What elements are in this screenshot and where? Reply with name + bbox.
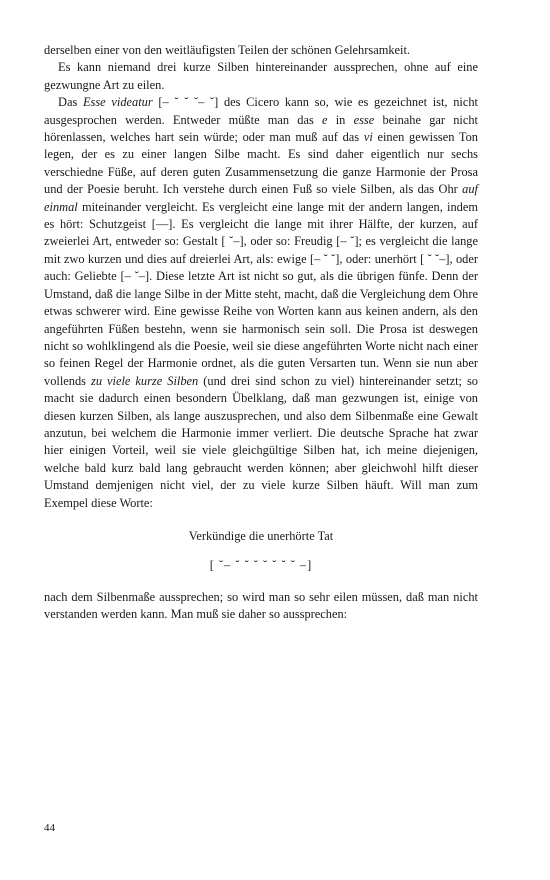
paragraph-continued: derselben einer von den weitläufigsten Teilen der schönen Gelehrsamkeit. [44,43,411,57]
italic-auf-einmal: auf einmal [44,182,478,214]
italic-esse: esse [353,112,375,127]
text-run: [– ˘ ˘ ˘– ˘] des Cicero kann so, wie es gezeichnet ist, nicht ausgesprochen werden. Entweder müßte man das [44,95,478,127]
text-run: in [327,112,354,127]
verse-example: Verkündige die unerhörte Tat [188,528,334,543]
text-run: beinahe gar nicht hörenlassen, welches hart sein würde; oder man muß auf das [44,112,478,145]
italic-esse-videatur: Esse videatur [82,95,153,110]
text-run: miteinander vergleicht. Es vergleicht eine lange mit der andern langen, indem es hört: Schutzgeist [––]. Es vergleicht die lange mit ihrer Hälfte, der kurzen, auf zweierlei Art, entweder so: Gestalt [ ˘–], oder so: Freudig [– ˘]; es vergleicht die lange mit zwo kurzen und dies auf dreierlei Art, als: ewige [– ˘ ˘], oder: unerhört [ ˘ ˘–], oder auch: Geliebte [– ˘–]. Diese letzte Art ist nicht so gut, als die übrigen fünfe. Denn der Umstand, daß die lange Silbe in der Mitte steht, macht, daß die Vergleichung dem Ohre etwas schwerer wird. Eine gewisse Reihe von Worten kann aus keinen andern, als den angeführten Füßen bestehn, wenn sie harmonisch sein soll. Die Prosa ist deswegen nicht so wohlklingend als die Poesie, weil sie diese angeführten Worte nicht nach einer so feinen Regel der Harmonie ordnet, als die guten Versarten tun. Wenn sie nun aber vollends [44,199,478,388]
text-run: Das [58,95,83,110]
italic-e: e [322,112,328,127]
paragraph-short-syllables: Es kann niemand drei kurze Silben hintereinander aussprechen, ohne auf eine gezwungne Art zu eilen. [44,60,478,92]
page-number: 44 [44,822,55,834]
paragraph-pronunciation: nach dem Silbenmaße aussprechen; so wird man so sehr eilen müssen, daß man nicht verstanden werden kann. Man muß sie daher so aussprechen: [44,589,478,622]
page-text [44,42,478,624]
text-run: (und drei sind schon zu viel) hintereinander setzt; so macht sie dadurch einen besondern Übelklang, daß man gezwungen ist, einige von diesen kurzen Silben, als lange auszusprechen, und also dem Silbenmaße eine Gewalt anzutun, bei welchem die Harmonie immer verliert. Die deutsche Sprache hat zwar hier einigen Vorteil, weil sie viele gleichgültige Silben hat, ich meine diejenigen, welche bald kurz bald lang gebraucht werden können; aber gleichwohl hilft dieser Umstand demjenigen nicht viel, der zu viele kurze Silben häuft. Will man zum Exempel diese Worte: [44,373,478,510]
paragraph-metric-feet [44,94,478,512]
italic-zu-viele-kurze-silben: zu viele kurze Silben [91,373,199,388]
text-run: einen gewissen Ton legen, der es zu einer langen Silbe macht. Es sind daher eigentlich nur sechs verschiedne Füße, auf deren guten Zusammensetzung die ganze Harmonie der Prosa und der Poesie beruht. Ich verstehe durch einen Fuß so viele Silben, als das Ohr [44,130,478,197]
italic-vi: vi [363,130,373,145]
meter-notation: [ ˘– ˘ ˘ ˘ ˘ ˘ ˘ ˘ –] [209,558,313,573]
